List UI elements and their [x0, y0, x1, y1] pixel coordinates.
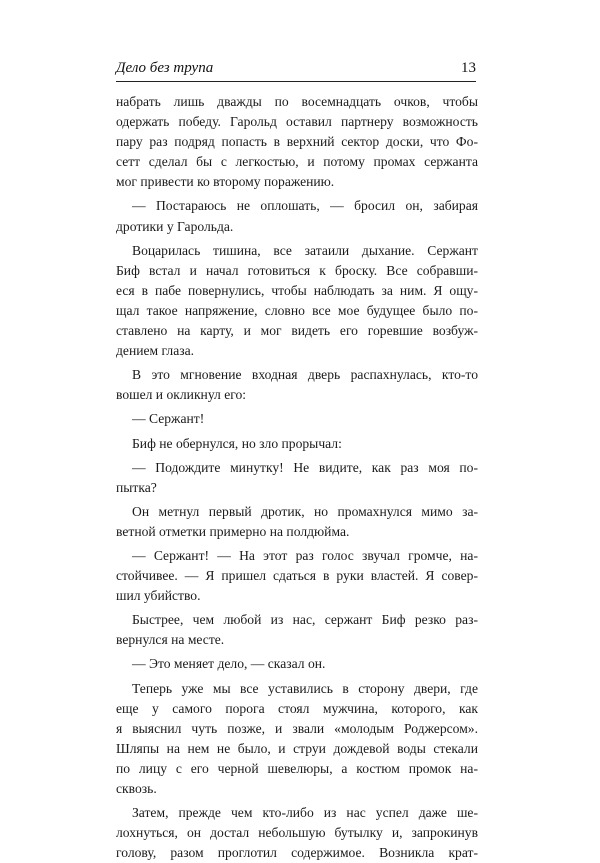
body-text — [116, 92, 478, 863]
text-line: по лицу с его черной шевелюры, а костюм промок на- — [116, 760, 478, 776]
text-line: мог привести ко второму поражению. — [116, 174, 335, 190]
text-line: — Сержант! — На этот раз голос звучал громче, на- — [132, 547, 478, 563]
text-line: сетт сделал бы с легкостью, и потому промах сержанта — [116, 154, 478, 170]
paragraph — [116, 458, 478, 498]
text-line: В это мгновение входная дверь распахнулась, кто-то — [132, 367, 478, 383]
paragraph — [116, 434, 478, 454]
text-line: ветной отметки примерно на полдюйма. — [116, 523, 350, 539]
text-line: Биф не обернулся, но зло прорычал: — [132, 435, 342, 451]
text-line: Затем, прежде чем кто-либо из нас успел даже ше- — [132, 805, 478, 821]
text-line: сквозь. — [116, 781, 157, 796]
text-line: вошел и окликнул его: — [116, 387, 247, 403]
text-line: пытка? — [116, 479, 157, 495]
text-line: — Это меняет дело, — сказал он. — [132, 656, 326, 672]
text-line: одержать победу. Гарольд оставил партнеру возможность — [116, 114, 478, 130]
text-line: шил убийство. — [116, 588, 201, 604]
text-line: дротики у Гарольда. — [116, 218, 234, 234]
text-line: Воцарилась тишина, все затаили дыхание. Сержант — [132, 242, 478, 258]
paragraph — [116, 803, 478, 863]
text-line: Теперь уже мы все уставились в сторону двери, где — [132, 680, 478, 696]
paragraph — [116, 679, 478, 800]
running-header — [116, 58, 476, 82]
text-line: вернулся на месте. — [116, 632, 225, 648]
text-line: лохнуться, он достал небольшую бутылку и, запрокинув — [116, 825, 478, 841]
paragraph — [116, 502, 478, 542]
text-line: — Постараюсь не оплошать, — бросил он, забирая — [132, 198, 478, 214]
paragraph — [116, 365, 478, 405]
paragraph — [116, 654, 478, 674]
text-line: я выяснил чуть позже, и звали «молодым Роджерсом». — [116, 720, 478, 736]
text-line: стойчивее. — Я пришел сдаться в руки властей. Я совер- — [116, 568, 478, 584]
running-title: Дело без трупа — [116, 60, 214, 76]
text-line: еся в пабе повернулись, чтобы наблюдать за ним. Я ощу- — [116, 282, 478, 298]
text-line: Биф встал и начал готовиться к броску. Все собравши- — [116, 262, 478, 278]
paragraph — [116, 409, 478, 429]
text-line: — Сержант! — [132, 411, 205, 427]
text-line: дением глаза. — [116, 343, 195, 359]
text-line: голову, разом проглотил содержимое. Возникла крат- — [116, 845, 478, 861]
text-line: пару раз подряд попасть в верхний сектор доски, что Фо- — [116, 134, 478, 150]
text-line: набрать лишь дважды по восемнадцать очков, чтобы — [116, 94, 478, 109]
paragraph — [116, 241, 478, 362]
paragraph — [116, 92, 478, 192]
paragraph — [116, 196, 478, 236]
text-line: Шляпы на нем не было, и струи дождевой воды стекали — [116, 740, 478, 756]
page-number: 13 — [461, 60, 476, 76]
text-line: еще у самого порога стоял мужчина, которого, как — [116, 700, 478, 716]
text-line: — Подождите минутку! Не видите, как раз моя по- — [132, 459, 478, 475]
paragraph — [116, 546, 478, 606]
text-line: Он метнул первый дротик, но промахнулся мимо за- — [132, 503, 478, 519]
text-line: Быстрее, чем любой из нас, сержант Биф резко раз- — [132, 612, 478, 628]
text-line: ставлено на карту, и мог видеть его горевшие возбуж- — [116, 323, 478, 339]
header-divider — [116, 81, 476, 82]
text-line: щал такое напряжение, словно все мое будущее было по- — [116, 302, 478, 318]
paragraph — [116, 610, 478, 650]
